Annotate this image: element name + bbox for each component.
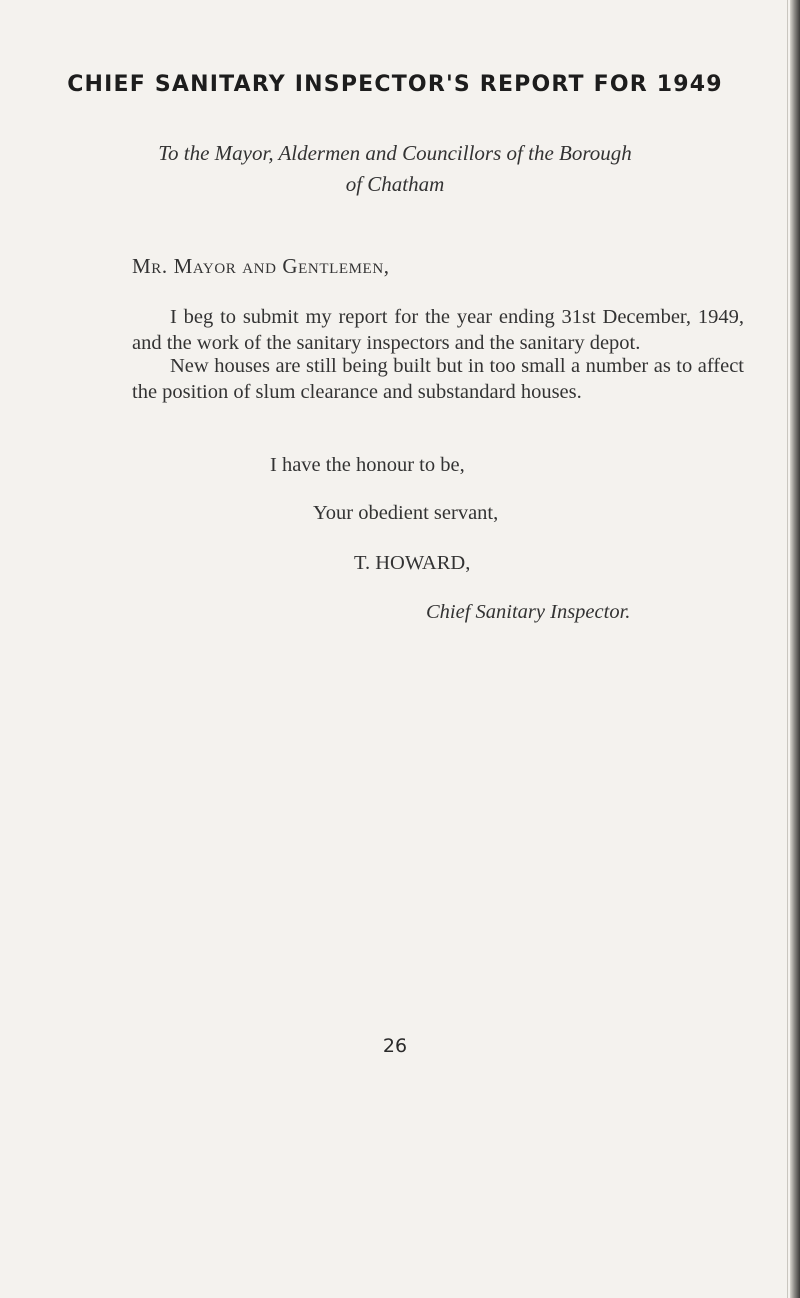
address-line-1: To the Mayor, Aldermen and Councillors of the Borough bbox=[158, 141, 632, 165]
paragraph-report-submission: I beg to submit my report for the year ending 31st December, 1949, and the work of the sanitary inspectors and the sanitary depot. bbox=[132, 306, 744, 354]
binding-edge bbox=[790, 0, 800, 1298]
address-line-2: of Chatham bbox=[345, 172, 445, 196]
paragraph-new-houses: New houses are still being built but in too small a number as to affect the position of slum clearance and substandard houses. bbox=[132, 355, 744, 403]
closing-line-honour: I have the honour to be, bbox=[270, 454, 465, 476]
signature-title: Chief Sanitary Inspector. bbox=[426, 601, 631, 623]
report-heading: CHIEF SANITARY INSPECTOR'S REPORT FOR 1949 bbox=[67, 72, 723, 97]
closing-line-servant: Your obedient servant, bbox=[313, 502, 499, 524]
salutation: Mr. Mayor and Gentlemen, bbox=[132, 254, 390, 278]
page-number: 26 bbox=[382, 1035, 408, 1057]
signature-name: T. HOWARD, bbox=[354, 552, 471, 574]
